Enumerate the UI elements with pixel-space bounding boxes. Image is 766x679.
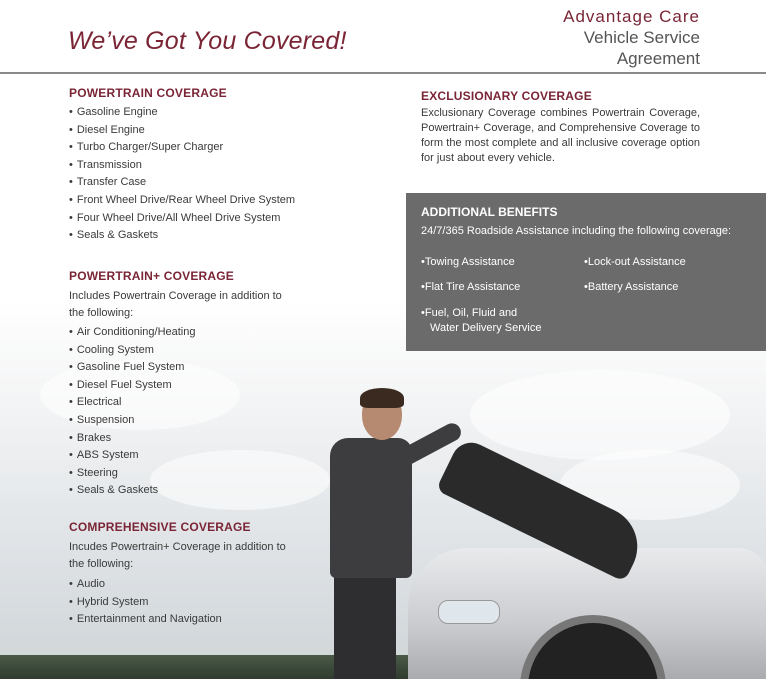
list-item: • Suspension	[69, 412, 196, 430]
list-item: • Front Wheel Drive/Rear Wheel Drive System	[69, 192, 295, 210]
list-item: • Air Conditioning/Heating	[69, 324, 196, 342]
powertrain-title: POWERTRAIN COVERAGE	[69, 86, 227, 100]
intro-line: the following:	[69, 558, 134, 570]
benefit-item-continued: Water Delivery Service	[430, 322, 542, 334]
headline: We’ve Got You Covered!	[68, 27, 347, 55]
powertrain-plus-title: POWERTRAIN+ COVERAGE	[69, 269, 235, 283]
list-item: • Seals & Gaskets	[69, 482, 196, 500]
list-item: • Cooling System	[69, 342, 196, 360]
intro-line: Incudes Powertrain+ Coverage in addition to	[69, 541, 286, 553]
list-item: • Audio	[69, 576, 222, 594]
list-item: • Brakes	[69, 430, 196, 448]
benefit-item: • Lock-out Assistance	[584, 255, 686, 270]
powertrain-plus-list	[69, 324, 196, 500]
benefit-item: • Fuel, Oil, Fluid and	[421, 306, 517, 321]
list-item: • Turbo Charger/Super Charger	[69, 139, 295, 157]
list-item: • Diesel Fuel System	[69, 377, 196, 395]
exclusionary-title: EXCLUSIONARY COVERAGE	[421, 89, 592, 103]
list-item: • Diesel Engine	[69, 122, 295, 140]
intro-line: Includes Powertrain Coverage in addition to	[69, 290, 282, 302]
additional-benefits-box	[406, 193, 766, 351]
list-item: • Transfer Case	[69, 174, 295, 192]
comprehensive-list	[69, 576, 222, 629]
brand-line: Vehicle Service	[583, 28, 700, 47]
list-item: • Seals & Gaskets	[69, 227, 295, 245]
list-item: • Transmission	[69, 157, 295, 175]
brand-block	[563, 6, 700, 69]
benefit-item: • Towing Assistance	[421, 255, 515, 270]
brand-line: Agreement	[616, 49, 700, 68]
benefits-intro: 24/7/365 Roadside Assistance including the following coverage:	[421, 225, 732, 237]
list-item: • Four Wheel Drive/All Wheel Drive System	[69, 210, 295, 228]
list-item: • Hybrid System	[69, 594, 222, 612]
header-divider	[0, 72, 766, 74]
comprehensive-intro	[69, 539, 286, 573]
list-item: • ABS System	[69, 447, 196, 465]
list-item: • Entertainment and Navigation	[69, 611, 222, 629]
brand-line: Advantage Care	[563, 7, 700, 26]
benefits-title: ADDITIONAL BENEFITS	[421, 205, 558, 219]
header	[0, 0, 766, 74]
powertrain-plus-intro	[69, 288, 282, 322]
list-item: • Electrical	[69, 394, 196, 412]
benefit-item: • Flat Tire Assistance	[421, 280, 520, 295]
list-item: • Gasoline Engine	[69, 104, 295, 122]
powertrain-list	[69, 104, 295, 245]
comprehensive-title: COMPREHENSIVE COVERAGE	[69, 520, 251, 534]
list-item: • Gasoline Fuel System	[69, 359, 196, 377]
list-item: • Steering	[69, 465, 196, 483]
benefit-item: • Battery Assistance	[584, 280, 678, 295]
intro-line: the following:	[69, 307, 134, 319]
exclusionary-text: Exclusionary Coverage combines Powertrain Coverage, Powertrain+ Coverage, and Comprehensive Coverage to form the most complete and all inclusive coverage option for just about every vehicle.	[421, 107, 700, 164]
